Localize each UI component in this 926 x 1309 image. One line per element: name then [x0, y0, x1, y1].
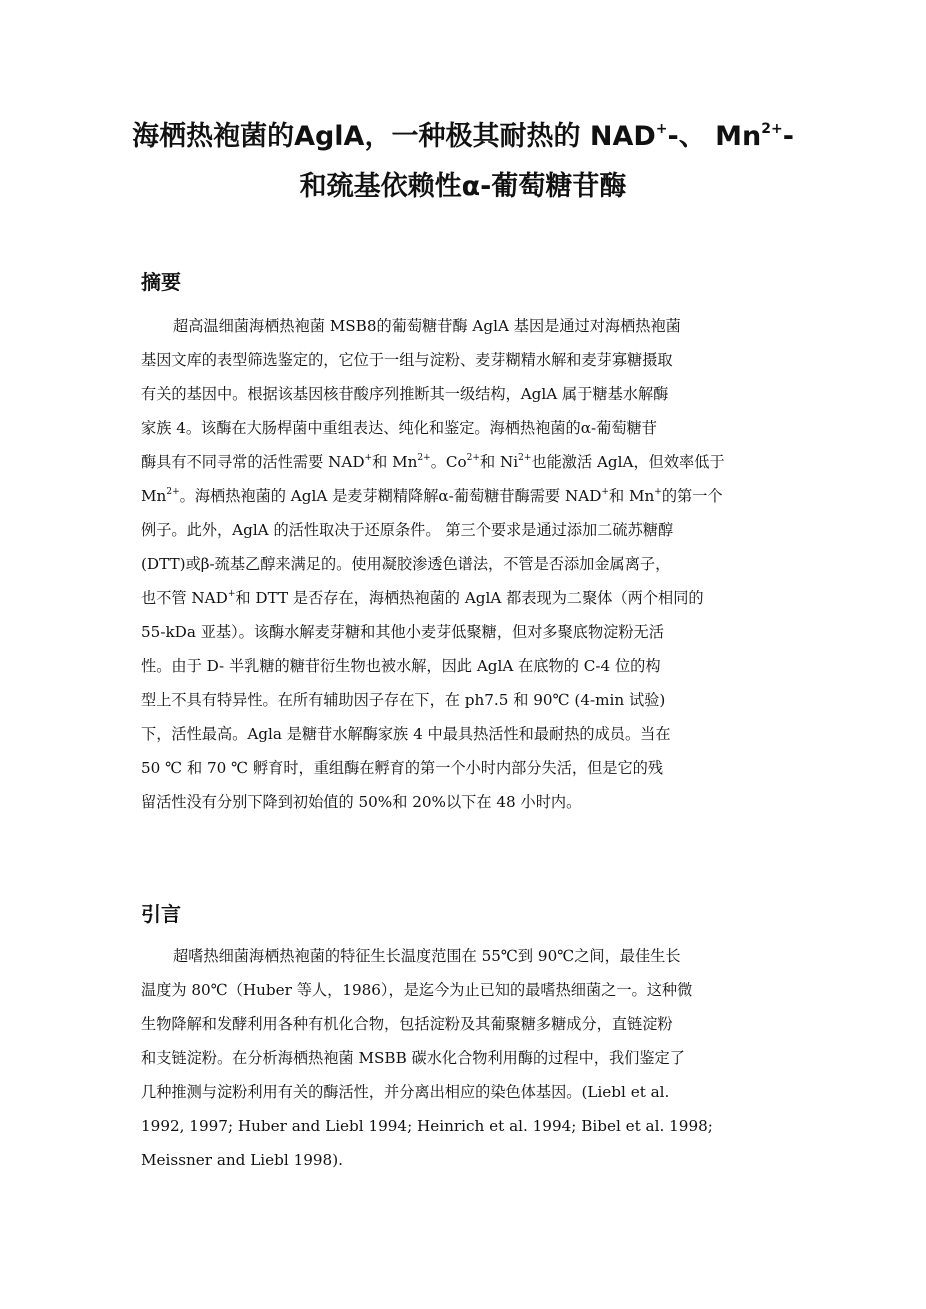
introduction-paragraph: [141, 939, 787, 1177]
intro-line: 和支链淀粉。在分析海栖热袍菌 MSBB 碳水化合物利用酶的过程中，我们鉴定了: [141, 1049, 685, 1067]
paper-title: [100, 112, 826, 212]
abstract-line: 基因文库的表型筛选鉴定的，它位于一组与淀粉、麦芽糊精水解和麦芽寡糖摄取: [141, 351, 673, 369]
abstract-paragraph: [141, 309, 787, 819]
abstract-line: 型上不具有特异性。在所有辅助因子存在下，在 ph7.5 和 90℃ (4-min 试验): [141, 691, 666, 709]
abstract-line: 例子。此外，AglA 的活性取决于还原条件。 第三个要求是通过添加二硫苏糖醇: [141, 521, 674, 539]
abstract-heading: 摘要: [141, 270, 181, 294]
abstract-line: 有关的基因中。根据该基因核苷酸序列推断其一级结构，AglA 属于糖基水解酶: [141, 385, 669, 403]
introduction-heading: 引言: [141, 902, 181, 926]
abstract-line: 也不管 NAD+和 DTT 是否存在，海栖热袍菌的 AglA 都表现为二聚体（两个相同的: [141, 589, 704, 607]
intro-line: 生物降解和发酵利用各种有机化合物，包括淀粉及其葡聚糖多糖成分，直链淀粉: [141, 1015, 673, 1033]
abstract-line: 55-kDa 亚基）。该酶水解麦芽糖和其他小麦芽低聚糖，但对多聚底物淀粉无活: [141, 623, 664, 641]
intro-line: 几种推测与淀粉利用有关的酶活性，并分离出相应的染色体基因。(Liebl et al.: [141, 1083, 670, 1101]
abstract-line: 酶具有不同寻常的活性需要 NAD+和 $Mn^{2+}$。$Co^{2+}$和 $Ni^{2+}$也能激活 AglA，但效率低于: [141, 453, 725, 471]
intro-line: 1992, 1997; Huber and Liebl 1994; Heinrich et al. 1994; Bibel et al. 1998;: [141, 1117, 713, 1135]
abstract-line: 下，活性最高。Agla 是糖苷水解酶家族 4 中最具热活性和最耐热的成员。当在: [141, 725, 671, 743]
abstract-line: 超高温细菌海栖热袍菌 MSB8的葡萄糖苷酶 AglA 基因是通过对海栖热袍菌: [173, 317, 681, 335]
intro-line: 温度为 80℃（Huber 等人，1986），是迄今为止已知的最嗜热细菌之一。这种微: [141, 981, 693, 999]
abstract-line: 50 ℃ 和 70 ℃ 孵育时，重组酶在孵育的第一个小时内部分失活，但是它的残: [141, 759, 664, 777]
abstract-line: (DTT)或β-巯基乙醇来满足的。使用凝胶渗透色谱法，不管是否添加金属离子，: [141, 555, 671, 573]
title-line-2: 和巯基依赖性α-葡萄糖苷酶: [299, 171, 627, 202]
abstract-line: 性。由于 D- 半乳糖的糖苷衍生物也被水解，因此 AglA 在底物的 C-4 位的构: [141, 657, 661, 675]
intro-line: Meissner and Liebl 1998).: [141, 1151, 343, 1169]
abstract-line: $Mn^{2+}$。海栖热袍菌的 AglA 是麦芽糊精降解α-葡萄糖苷酶需要 NAD+和 Mn+的第一个: [141, 487, 723, 505]
abstract-line: 留活性没有分别下降到初始值的 50%和 20%以下在 48 小时内。: [141, 793, 582, 811]
abstract-line: 家族 4。该酶在大肠桿菌中重组表达、纯化和鉴定。海栖热袍菌的α-葡萄糖苷: [141, 419, 657, 437]
intro-line: 超嗜热细菌海栖热袍菌的特征生长温度范围在 55℃到 90℃之间，最佳生长: [173, 947, 681, 965]
title-line-1: 海栖热袍菌的AglA，一种极其耐热的 NAD+-、 $Mn^{2+}-$: [132, 121, 794, 152]
